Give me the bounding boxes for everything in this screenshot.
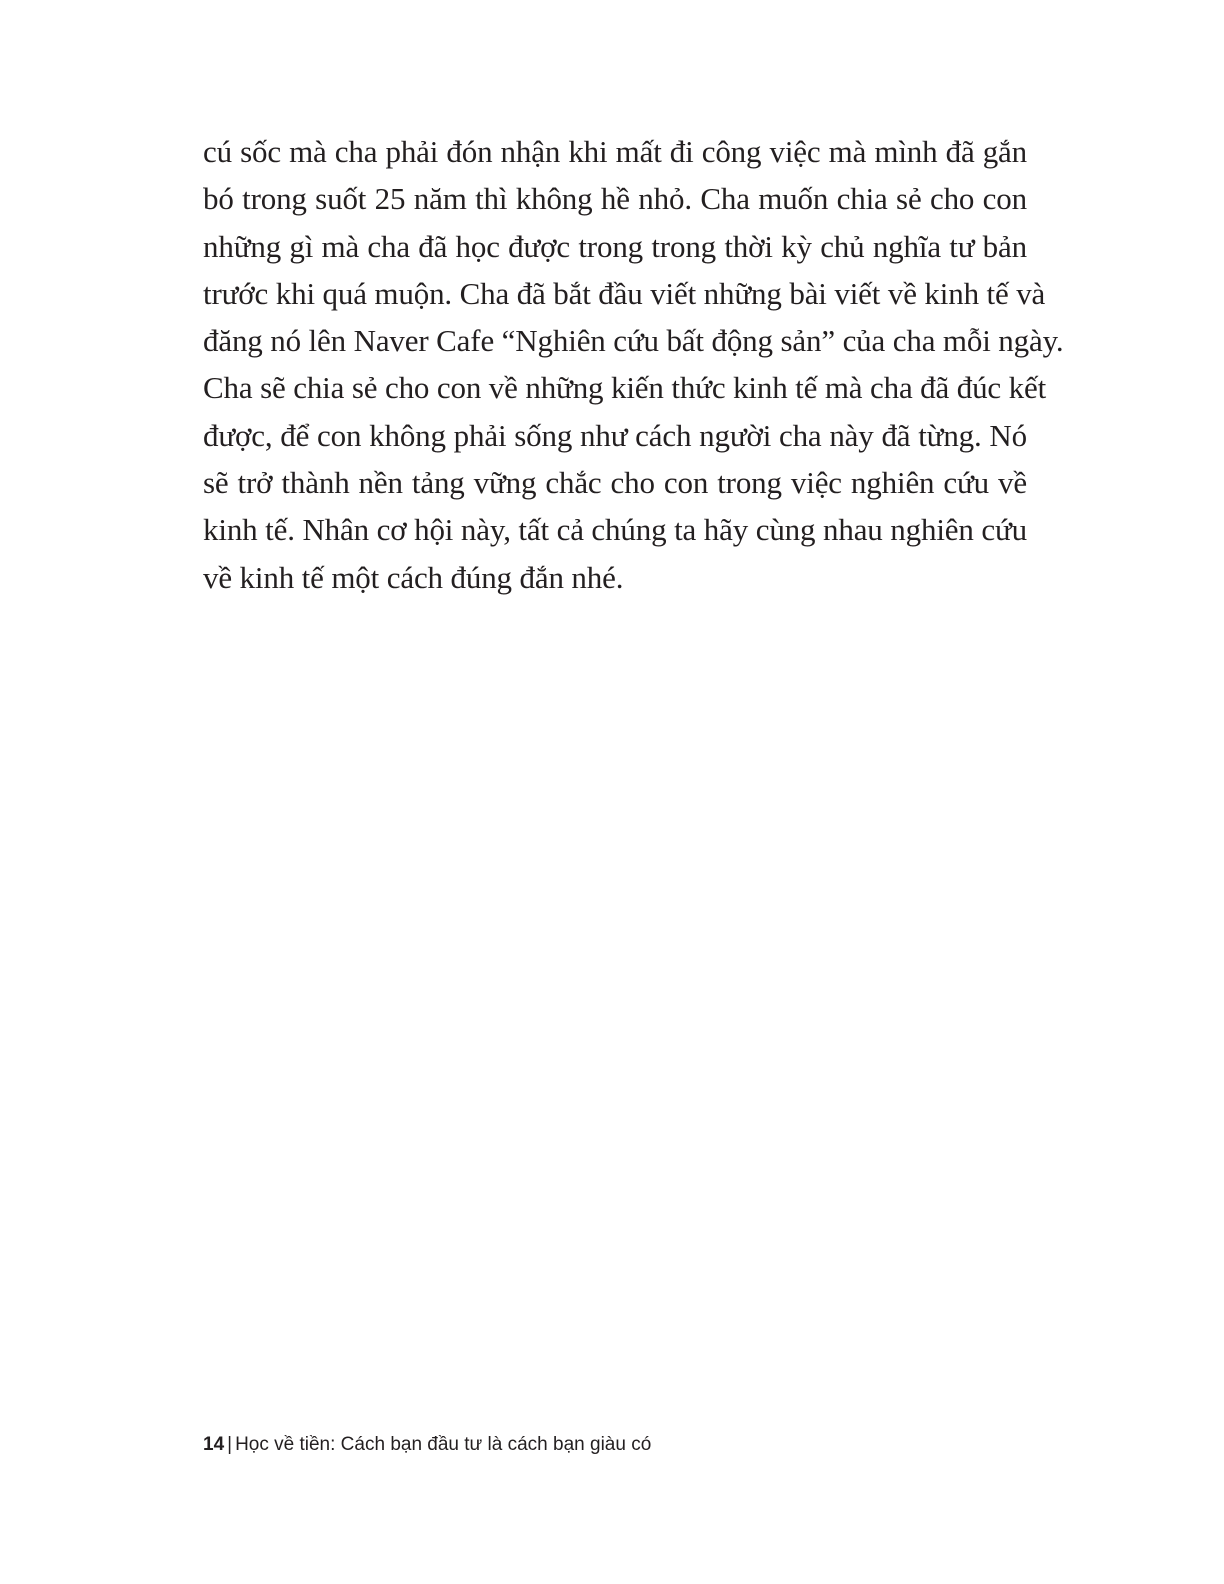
text-line: Cha sẽ chia sẻ cho con về những kiến thức kinh tế mà cha đã đúc kết — [203, 370, 1047, 406]
page-footer — [203, 1432, 651, 1458]
body-paragraph — [203, 128, 1064, 601]
text-line: kinh tế. Nhân cơ hội này, tất cả chúng ta hãy cùng nhau nghiên cứu — [203, 512, 1027, 548]
running-title: Học về tiền: Cách bạn đầu tư là cách bạn giàu có — [235, 1434, 652, 1455]
text-line: trước khi quá muộn. Cha đã bắt đầu viết những bài viết về kinh tế và — [203, 275, 1046, 311]
text-line: cú sốc mà cha phải đón nhận khi mất đi công việc mà mình đã gắn — [203, 134, 1027, 169]
text-line: đăng nó lên Naver Cafe “Nghiên cứu bất động sản” của cha mỗi ngày. — [203, 323, 1064, 359]
text-line: bó trong suốt 25 năm thì không hề nhỏ. Cha muốn chia sẻ cho con — [203, 181, 1027, 217]
text-line: được, để con không phải sống như cách người cha này đã từng. Nó — [203, 417, 1027, 453]
page-number: 14 — [203, 1434, 225, 1455]
text-line: những gì mà cha đã học được trong trong thời kỳ chủ nghĩa tư bản — [203, 228, 1027, 264]
text-line: sẽ trở thành nền tảng vững chắc cho con trong việc nghiên cứu về — [203, 465, 1027, 501]
footer-separator: | — [227, 1434, 233, 1455]
text-line-last: về kinh tế một cách đúng đắn nhé. — [203, 559, 624, 595]
